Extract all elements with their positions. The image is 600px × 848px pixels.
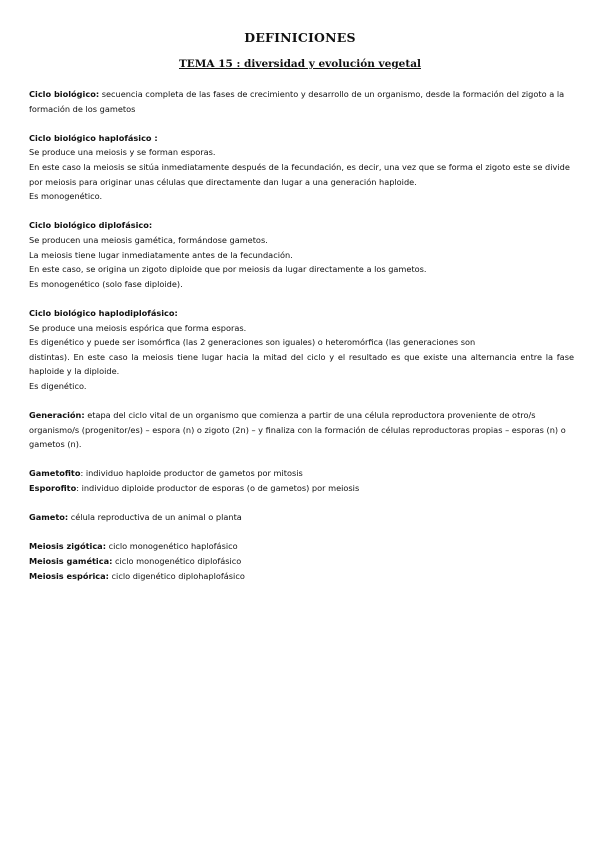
- definition-esporofito: [29, 481, 574, 496]
- definition-line: Es monogenético.: [29, 191, 103, 202]
- definition-line: Se producen una meiosis gamética, formándose gametos.: [29, 234, 268, 245]
- definition-line: La meiosis tiene lugar inmediatamente antes de la fecundación.: [29, 249, 293, 260]
- definition-meiosis: [29, 539, 574, 583]
- definition-term: Esporofito: [29, 483, 77, 494]
- definition-haplodiplofasico: [29, 306, 574, 394]
- definition-line: Es digenético.: [29, 380, 87, 391]
- definition-term: Gametofito: [29, 468, 81, 479]
- definition-gametofito-esporofito: [29, 466, 574, 495]
- definition-text: : individuo diploide productor de esporas (o de gametos) por meiosis: [76, 483, 360, 494]
- definition-text: célula reproductiva de un animal o planta: [68, 512, 242, 523]
- definition-text: secuencia completa de las fases de crecimiento y desarrollo de un organismo, desde la formación del zigoto a la formación de los gametos: [29, 89, 565, 114]
- definition-meiosis-gametica: [29, 554, 574, 569]
- definition-term: Meiosis zigótica:: [29, 541, 106, 552]
- definition-line: distintas). En este caso la meiosis tiene lugar hacia la mitad del ciclo y el resultado es que existe una alternancia entre la fase haploide y la diploide.: [29, 351, 574, 377]
- definition-line: Es digenético y puede ser isomórfica (las 2 generaciones son iguales) o heteromórfica (las generaciones son: [29, 337, 476, 348]
- definition-line: Se produce una meiosis y se forman esporas.: [29, 147, 216, 158]
- subtitle-text: TEMA 15 : diversidad y evolución vegetal: [178, 58, 421, 70]
- definition-term: Ciclo biológico haplofásico :: [29, 132, 158, 143]
- definition-text: : individuo haploide productor de gametos por mitosis: [80, 468, 303, 479]
- definition-paragraph: [29, 87, 574, 116]
- definition-meiosis-esporica: [29, 569, 574, 584]
- definition-line: Es monogenético (solo fase diploide).: [29, 278, 183, 289]
- definition-generacion: [29, 408, 574, 452]
- definition-haplofasico: [29, 131, 574, 204]
- definition-line: En este caso la meiosis se sitúa inmediatamente después de la fecundación, es decir, una vez que se forma el zigoto este se divide por meiosis para originar unas células que directamente dan lugar a una generación haploide.: [29, 161, 570, 187]
- definition-text: ciclo digenético diplohaplofásico: [108, 570, 245, 581]
- definition-text: etapa del ciclo vital de un organismo que comienza a partir de una célula reproductora proveniente de otro/s organismo/s (progenitor/es) – espora (n) o zigoto (2n) – y finaliza con la formación de células reproductoras propias – esporas (n) o gametos (n).: [29, 410, 566, 450]
- definition-line: Se produce una meiosis espórica que forma esporas.: [29, 322, 247, 333]
- definition-ciclo-biologico: [29, 87, 574, 116]
- definition-paragraph: [29, 408, 574, 452]
- definitions-content: [29, 87, 574, 583]
- definition-term: Gameto:: [29, 512, 69, 523]
- definition-text: ciclo monogenético diplofásico: [112, 556, 242, 566]
- page-subtitle: [0, 52, 600, 71]
- definition-diplofasico: [29, 218, 574, 291]
- definition-meiosis-zigotica: [29, 539, 574, 554]
- definition-term: Meiosis gamética:: [29, 556, 113, 566]
- definition-term: Ciclo biológico haplodiplofásico:: [29, 307, 178, 318]
- definition-term: Meiosis espórica:: [29, 570, 109, 581]
- definition-term: Ciclo biológico diplofásico:: [29, 220, 153, 231]
- definition-line: En este caso, se origina un zigoto diploide que por meiosis da lugar directamente a los gametos.: [29, 264, 427, 275]
- page-title: DEFINICIONES: [244, 30, 356, 45]
- definition-gameto: [29, 510, 574, 525]
- definition-gametofito: [29, 466, 574, 481]
- definition-term: Generación:: [29, 410, 85, 421]
- definition-term: Ciclo biológico:: [29, 89, 100, 99]
- definition-text: ciclo monogenético haplofásico: [105, 541, 238, 552]
- definition-paragraph: [29, 510, 574, 525]
